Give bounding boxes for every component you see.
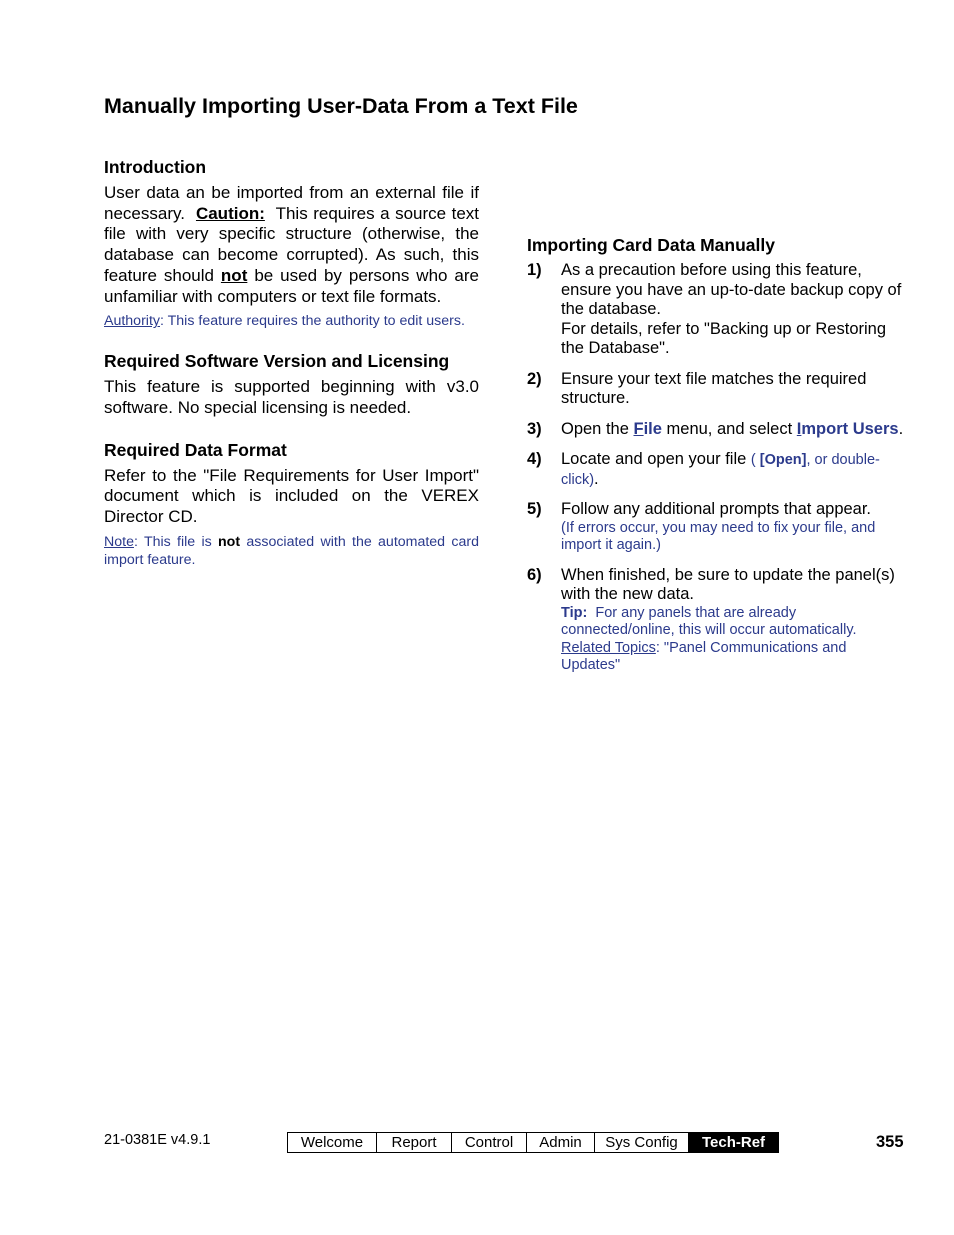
step-number: 3) bbox=[527, 419, 542, 438]
right-column bbox=[527, 234, 907, 686]
left-column bbox=[104, 156, 479, 589]
nav-control[interactable]: Control bbox=[452, 1133, 527, 1152]
note-link[interactable]: Note bbox=[104, 533, 134, 550]
import-users-link[interactable] bbox=[797, 420, 899, 438]
intro-heading: Introduction bbox=[104, 157, 207, 177]
tip-text: For any panels that are already connected/online, this will occur automatically. bbox=[561, 604, 857, 638]
format-section bbox=[104, 439, 479, 569]
step-1-text: As a precaution before using this feature, ensure you have an up-to-date backup copy of the database. bbox=[561, 261, 902, 318]
software-text: This feature is supported beginning with v3.0 software. No special licensing is needed. bbox=[104, 377, 479, 417]
open-button-ref[interactable]: [Open] bbox=[759, 452, 807, 468]
authority-note bbox=[104, 312, 479, 330]
step-number: 6) bbox=[527, 565, 542, 584]
related-topics bbox=[561, 640, 907, 675]
related-topics-text: : "Panel Communications and Updates" bbox=[561, 639, 847, 673]
step-3-text-a: Open the bbox=[561, 419, 629, 438]
nav-admin[interactable]: Admin bbox=[527, 1133, 595, 1152]
software-section bbox=[104, 350, 479, 418]
related-topics-link[interactable]: Related Topics bbox=[561, 639, 656, 656]
doc-id: 21-0381E v4.9.1 bbox=[104, 1132, 211, 1148]
step-1 bbox=[527, 261, 907, 359]
format-note bbox=[104, 533, 479, 569]
not-emphasis: not bbox=[220, 265, 248, 285]
step-2 bbox=[527, 370, 907, 409]
intro-text-3: be used by persons who are unfamiliar with computers or text file formats. bbox=[104, 265, 479, 306]
step-5-text: Follow any additional prompts that appear. bbox=[561, 500, 872, 518]
step-6-text: When finished, be sure to update the panel(s) with the new data. bbox=[561, 565, 895, 603]
step-4 bbox=[527, 450, 907, 489]
intro-text-2: This requires a source text file with very specific structure (otherwise, the database can become corrupted). As such, this feature should bbox=[104, 203, 480, 285]
tip-label: Tip: bbox=[561, 604, 588, 621]
step-number: 2) bbox=[527, 369, 542, 388]
intro-text bbox=[104, 183, 479, 307]
step-5 bbox=[527, 500, 907, 555]
nav-tech-ref[interactable]: Tech-Ref bbox=[689, 1133, 778, 1152]
file-mnemonic: F bbox=[633, 419, 644, 438]
format-heading: Required Data Format bbox=[104, 439, 287, 460]
step-3-text-b: menu, and select bbox=[666, 419, 793, 438]
import-mnemonic: I bbox=[796, 419, 802, 438]
authority-link[interactable]: Authority bbox=[104, 313, 160, 330]
step-4-period: . bbox=[594, 469, 599, 488]
step-3 bbox=[527, 420, 907, 440]
intro-text-1: User data an be imported from an external file if necessary. bbox=[104, 183, 479, 223]
format-text: Refer to the "File Requirements for User Import" document which is included on the VEREX Director CD. bbox=[104, 465, 479, 527]
import-rest: mport Users bbox=[801, 419, 899, 438]
step-6 bbox=[527, 566, 907, 675]
caution-label: Caution: bbox=[195, 203, 265, 223]
note-not: not bbox=[218, 533, 241, 550]
paren-open: ( bbox=[750, 452, 760, 468]
step-number: 4) bbox=[527, 450, 542, 468]
nav-sys-config[interactable]: Sys Config bbox=[595, 1133, 689, 1152]
intro-section bbox=[104, 156, 479, 330]
note-text-a: : This file is bbox=[133, 533, 212, 550]
nav-welcome[interactable]: Welcome bbox=[288, 1133, 377, 1152]
step-number: 1) bbox=[527, 261, 542, 279]
steps-heading: Importing Card Data Manually bbox=[527, 235, 775, 255]
page-title: Manually Importing User-Data From a Text File bbox=[104, 94, 578, 118]
software-heading: Required Software Version and Licensing bbox=[104, 351, 450, 372]
file-menu-link[interactable] bbox=[633, 420, 661, 438]
step-2-text: Ensure your text file matches the required structure. bbox=[561, 369, 867, 407]
step-5-note: (If errors occur, you may need to fix your file, and import it again.) bbox=[561, 519, 876, 553]
step-4-text: Locate and open your file bbox=[561, 450, 747, 468]
step-4-note-rest: , or double-click) bbox=[561, 452, 880, 488]
nav-report[interactable]: Report bbox=[377, 1133, 452, 1152]
authority-text: : This feature requires the authority to edit users. bbox=[160, 313, 465, 330]
tip-note bbox=[561, 605, 907, 640]
note-text-b: associated with the automated card import feature. bbox=[104, 533, 479, 568]
step-1-text-2: For details, refer to "Backing up or Restoring the Database". bbox=[561, 319, 887, 357]
step-3-text-c: . bbox=[898, 419, 904, 438]
page-number: 355 bbox=[876, 1133, 904, 1151]
file-rest: ile bbox=[643, 419, 662, 438]
step-number: 5) bbox=[527, 500, 542, 518]
footer-nav bbox=[287, 1132, 779, 1153]
